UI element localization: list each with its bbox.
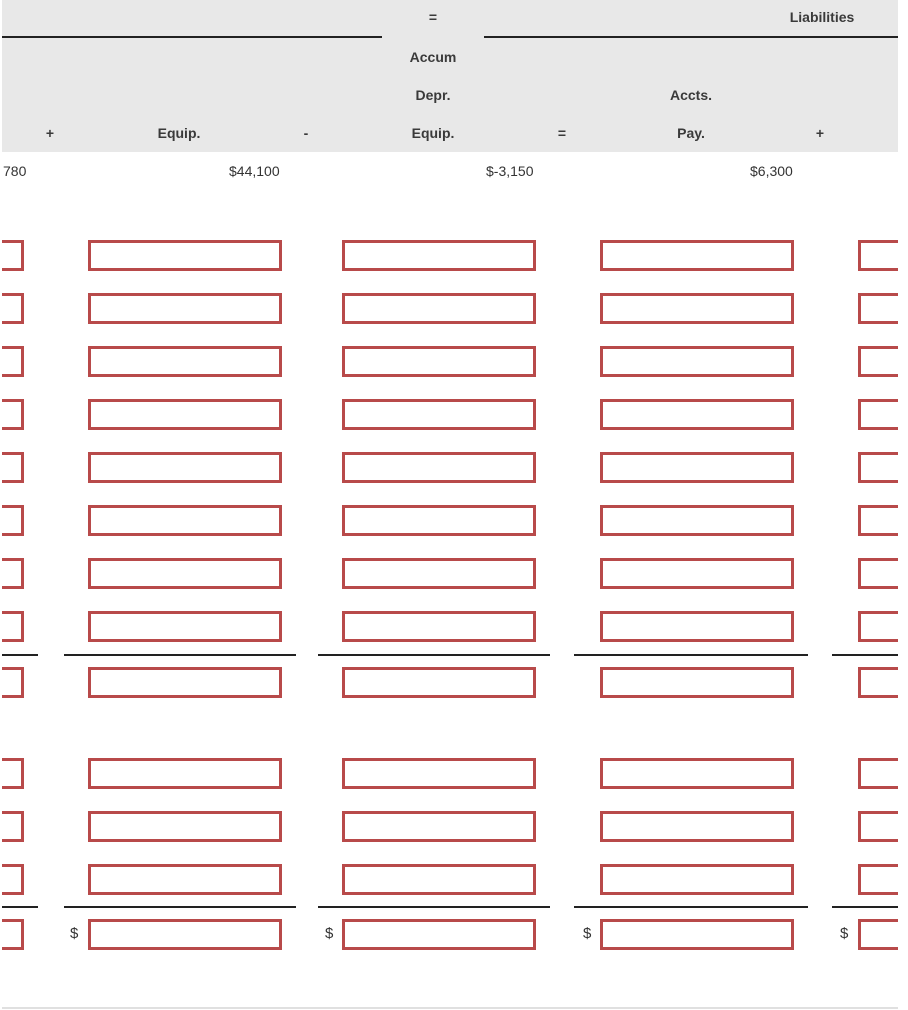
- entry-input-r3-c1[interactable]: [88, 346, 282, 377]
- entry-input-r4-c3[interactable]: [600, 399, 794, 430]
- entry-input-r6-c3[interactable]: [600, 505, 794, 536]
- entry-input-r4-c4[interactable]: [858, 399, 898, 430]
- entry-input-r11-c2[interactable]: [342, 811, 536, 842]
- entry-input-r12-c0[interactable]: [2, 864, 24, 895]
- subtotal-rule-col0: [2, 654, 38, 656]
- entry-input-r2-c0[interactable]: [2, 293, 24, 324]
- header-equip-2: Equip.: [411, 125, 455, 141]
- entry-input-r5-c4[interactable]: [858, 452, 898, 483]
- entry-input-r3-c0[interactable]: [2, 346, 24, 377]
- entry-input-r8-c3[interactable]: [600, 611, 794, 642]
- entry-input-r12-c1[interactable]: [88, 864, 282, 895]
- entry-input-r9-c0[interactable]: [2, 667, 24, 698]
- entry-input-r11-c4[interactable]: [858, 811, 898, 842]
- header-pay: Pay.: [677, 125, 705, 141]
- entry-input-r1-c3[interactable]: [600, 240, 794, 271]
- entry-input-r12-c4[interactable]: [858, 864, 898, 895]
- entry-input-r13-c3[interactable]: [600, 919, 794, 950]
- entry-input-r5-c1[interactable]: [88, 452, 282, 483]
- entry-input-r6-c2[interactable]: [342, 505, 536, 536]
- entry-input-r1-c1[interactable]: [88, 240, 282, 271]
- entry-input-r3-c2[interactable]: [342, 346, 536, 377]
- entry-input-r11-c0[interactable]: [2, 811, 24, 842]
- header-equals-2: =: [557, 125, 567, 141]
- total-currency-col4: $: [840, 925, 849, 942]
- header-equals-top: =: [428, 9, 438, 25]
- entry-input-r1-c4[interactable]: [858, 240, 898, 271]
- entry-input-r10-c0[interactable]: [2, 758, 24, 789]
- entry-input-r9-c4[interactable]: [858, 667, 898, 698]
- header-underline-assets: [2, 36, 382, 38]
- subtotal-rule-col2: [318, 654, 550, 656]
- total-rule-col4: [832, 906, 898, 908]
- entry-input-r13-c0[interactable]: [2, 919, 24, 950]
- header-liabilities: Liabilities: [789, 9, 855, 25]
- total-currency-col3: $: [583, 925, 592, 942]
- entry-input-r9-c1[interactable]: [88, 667, 282, 698]
- entry-input-r1-c0[interactable]: [2, 240, 24, 271]
- entry-input-r5-c2[interactable]: [342, 452, 536, 483]
- entry-input-r10-c3[interactable]: [600, 758, 794, 789]
- subtotal-rule-col1: [64, 654, 296, 656]
- entry-input-r10-c1[interactable]: [88, 758, 282, 789]
- entry-input-r4-c1[interactable]: [88, 399, 282, 430]
- entry-input-r13-c1[interactable]: [88, 919, 282, 950]
- entry-input-r8-c4[interactable]: [858, 611, 898, 642]
- balance-equip: $44,100: [229, 163, 280, 179]
- entry-input-r12-c2[interactable]: [342, 864, 536, 895]
- entry-input-r6-c1[interactable]: [88, 505, 282, 536]
- total-rule-col3: [574, 906, 808, 908]
- entry-input-r2-c2[interactable]: [342, 293, 536, 324]
- total-currency-col1: $: [70, 925, 79, 942]
- entry-input-r7-c4[interactable]: [858, 558, 898, 589]
- entry-input-r8-c1[interactable]: [88, 611, 282, 642]
- subtotal-rule-col3: [574, 654, 808, 656]
- entry-input-r7-c1[interactable]: [88, 558, 282, 589]
- entry-input-r2-c1[interactable]: [88, 293, 282, 324]
- entry-input-r9-c3[interactable]: [600, 667, 794, 698]
- total-rule-col0: [2, 906, 38, 908]
- subtotal-rule-col4: [832, 654, 898, 656]
- entry-input-r13-c2[interactable]: [342, 919, 536, 950]
- entry-input-r5-c0[interactable]: [2, 452, 24, 483]
- header-minus: -: [303, 125, 309, 141]
- entry-input-r2-c4[interactable]: [858, 293, 898, 324]
- entry-input-r12-c3[interactable]: [600, 864, 794, 895]
- header-equip: Equip.: [157, 125, 201, 141]
- balance-cash-partial: 780: [3, 163, 27, 179]
- header-accts: Accts.: [669, 87, 713, 103]
- entry-input-r11-c1[interactable]: [88, 811, 282, 842]
- total-currency-col2: $: [325, 925, 334, 942]
- entry-input-r13-c4[interactable]: [858, 919, 898, 950]
- entry-input-r4-c0[interactable]: [2, 399, 24, 430]
- entry-input-r5-c3[interactable]: [600, 452, 794, 483]
- entry-input-r10-c4[interactable]: [858, 758, 898, 789]
- entry-input-r1-c2[interactable]: [342, 240, 536, 271]
- entry-input-r9-c2[interactable]: [342, 667, 536, 698]
- entry-input-r11-c3[interactable]: [600, 811, 794, 842]
- entry-input-r3-c4[interactable]: [858, 346, 898, 377]
- entry-input-r3-c3[interactable]: [600, 346, 794, 377]
- header-underline-liabilities: [484, 36, 898, 38]
- entry-input-r6-c4[interactable]: [858, 505, 898, 536]
- entry-input-r6-c0[interactable]: [2, 505, 24, 536]
- entry-input-r7-c3[interactable]: [600, 558, 794, 589]
- bottom-divider: [2, 1007, 898, 1009]
- entry-input-r4-c2[interactable]: [342, 399, 536, 430]
- entry-input-r7-c0[interactable]: [2, 558, 24, 589]
- balance-accum-depr: $-3,150: [486, 163, 534, 179]
- header-plus-1: +: [45, 125, 55, 141]
- header-plus-2: +: [815, 125, 825, 141]
- entry-input-r2-c3[interactable]: [600, 293, 794, 324]
- total-rule-col2: [318, 906, 550, 908]
- entry-input-r8-c2[interactable]: [342, 611, 536, 642]
- entry-input-r10-c2[interactable]: [342, 758, 536, 789]
- entry-input-r7-c2[interactable]: [342, 558, 536, 589]
- total-rule-col1: [64, 906, 296, 908]
- entry-input-r8-c0[interactable]: [2, 611, 24, 642]
- balance-accts-pay: $6,300: [750, 163, 793, 179]
- header-accum: Accum: [409, 49, 457, 65]
- header-depr: Depr.: [415, 87, 451, 103]
